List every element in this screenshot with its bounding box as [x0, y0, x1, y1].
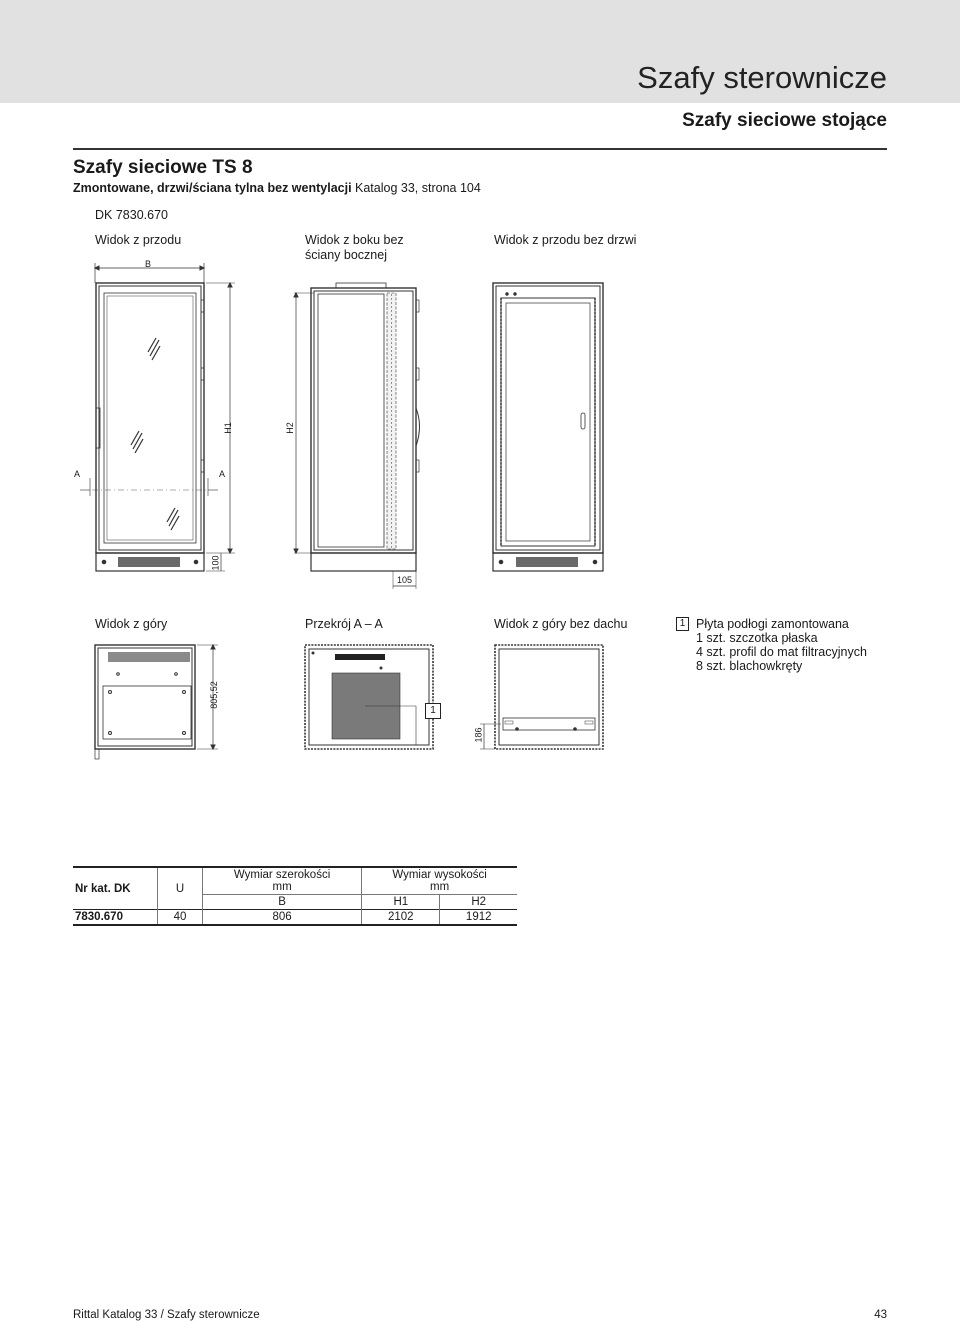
header-category: Szafy sterownicze [637, 60, 887, 95]
cell-u: 40 [158, 910, 203, 926]
th-u: U [158, 867, 203, 910]
dim-section-a-left: A [74, 469, 81, 479]
dim-805: 805,52 [208, 681, 219, 709]
dimension-table [73, 866, 517, 926]
note-list [696, 617, 867, 673]
section-aa-drawing [305, 645, 433, 749]
label-top-no-roof: Widok z góry bez dachu [494, 617, 628, 631]
dim-100: 100 [210, 555, 221, 571]
dim-186: 186 [473, 727, 484, 743]
side-view-drawing [294, 283, 420, 589]
footer-page-number: 43 [874, 1309, 887, 1321]
footer-catalog: Rittal Katalog 33 / Szafy sterownicze [73, 1309, 260, 1321]
th-width-group [203, 867, 362, 895]
section-title: Szafy sieciowe TS 8 [73, 157, 253, 178]
th-height-group [362, 867, 517, 895]
cell-h2: 1912 [440, 910, 517, 926]
dim-section-a-right: A [219, 469, 226, 479]
dim-105: 105 [397, 575, 413, 585]
th-height-group-label: Wymiar wysokości [392, 869, 487, 881]
label-front-view: Widok z przodu [95, 233, 182, 247]
th-b: B [203, 895, 362, 910]
label-side-view: Widok z boku bez ściany bocznej [305, 233, 404, 262]
front-no-door-drawing [493, 283, 603, 571]
th-h2: H2 [440, 895, 517, 910]
section-desc-rest: Katalog 33, strona 104 [351, 181, 481, 195]
dim-h1: H1 [222, 422, 233, 434]
cell-b: 806 [203, 910, 362, 926]
model-number: DK 7830.670 [95, 208, 168, 222]
callout-1: 1 [425, 703, 441, 719]
top-no-roof-drawing [480, 645, 603, 749]
top-view-drawing [95, 645, 218, 759]
note-badge: 1 [676, 617, 689, 631]
header-subcategory: Szafy sieciowe stojące [682, 110, 887, 131]
th-h1: H1 [362, 895, 440, 910]
th-height-unit: mm [429, 881, 450, 893]
label-top-view: Widok z góry [95, 617, 168, 631]
section-desc-bold: Zmontowane, drzwi/ściana tylna bez wentylacji [73, 181, 352, 195]
front-view-drawing [80, 263, 235, 571]
dim-h2: H2 [284, 422, 295, 434]
note-line: 1 szt. szczotka płaska [696, 631, 818, 645]
th-nr: Nr kat. DK [75, 882, 131, 895]
label-section-aa: Przekrój A – A [305, 617, 383, 631]
cell-h1: 2102 [362, 910, 440, 926]
note-line: 8 szt. blachowkręty [696, 659, 803, 673]
cell-nr: 7830.670 [75, 911, 123, 923]
note-line: Płyta podłogi zamontowana [696, 617, 849, 631]
note-line: 4 szt. profil do mat filtracyjnych [696, 645, 867, 659]
th-width-group-label: Wymiar szerokości [233, 869, 331, 881]
dim-b: B [145, 259, 152, 269]
table-row [73, 910, 517, 926]
label-front-no-door: Widok z przodu bez drzwi [494, 233, 637, 247]
th-width-unit: mm [272, 881, 292, 893]
